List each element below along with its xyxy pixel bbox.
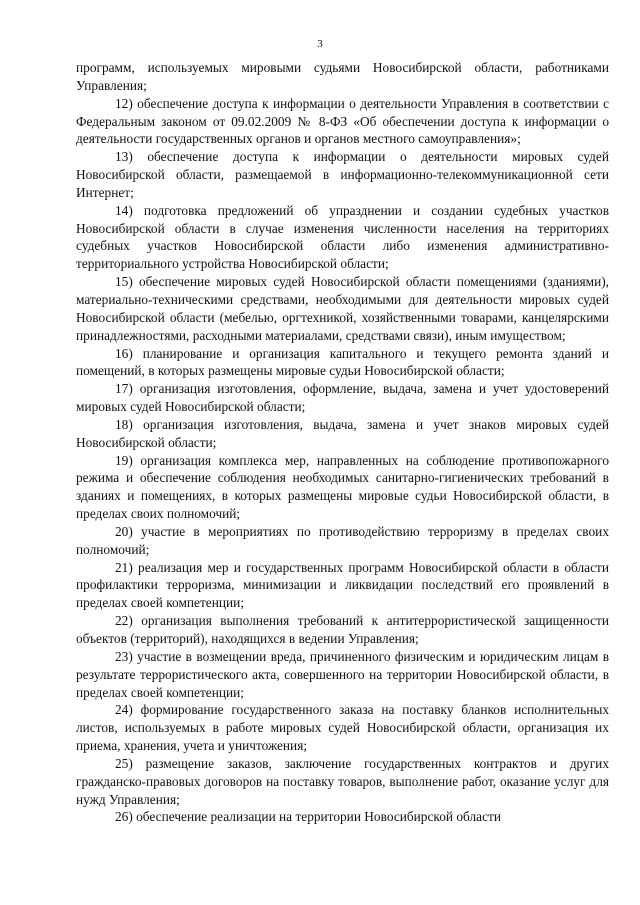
- paragraph-item-17: 17) организация изготовления, оформление, выдача, замена и учет удостоверений мировых судей Новосибирской области;: [76, 381, 609, 415]
- paragraph-item-25: 25) размещение заказов, заключение государственных контрактов и других гражданско-правовых договоров на поставку товаров, выполнение работ, оказание услуг для нужд Управления;: [76, 755, 609, 807]
- paragraph-item-13: 13) обеспечение доступа к информации о деятельности мировых судей Новосибирской области, размещаемой в информационно-телекоммуникационной сети Интернет;: [76, 149, 609, 200]
- paragraph-item-20: 20) участие в мероприятиях по противодействию терроризму в пределах своих полномочий;: [76, 523, 609, 557]
- page-number: 3: [317, 38, 323, 50]
- paragraph-item-18: 18) организация изготовления, выдача, замена и учет знаков мировых судей Новосибирской области;: [76, 416, 609, 450]
- document-body: [76, 59, 609, 826]
- paragraph-item-12: 12) обеспечение доступа к информации о деятельности Управления в соответствии с Федеральным законом от 09.02.2009 № 8-ФЗ «Об обеспечении доступа к информации о деятельности государственных органов и органов местного самоуправления»;: [76, 95, 609, 147]
- paragraph-item-16: 16) планирование и организация капитального и текущего ремонта зданий и помещений, в которых размещены мировые судьи Новосибирской области;: [76, 345, 609, 379]
- paragraph-continuation: программ, используемых мировыми судьями Новосибирской области, работниками Управления;: [76, 60, 609, 93]
- paragraph-item-19: 19) организация комплекса мер, направленных на соблюдение противопожарного режима и обеспечение соблюдения необходимых санитарно-гигиенических требований в зданиях и помещениях, в которых размещены мировые судьи Новосибирской области, в пределах своих полномочий;: [76, 452, 609, 522]
- paragraph-item-24: 24) формирование государственного заказа на поставку бланков исполнительных листов, используемых в работе мировых судей Новосибирской области, организация их приема, хранения, учета и уничтожения;: [76, 702, 609, 754]
- paragraph-item-14: 14) подготовка предложений об упразднении и создании судебных участков Новосибирской области в случае изменения численности населения на территориях судебных участков Новосибирской области либо изменения административно-территориального устройства Новосибирской области;: [76, 202, 609, 272]
- paragraph-item-26: 26) обеспечение реализации на территории Новосибирской области: [115, 809, 501, 825]
- paragraph-item-15: 15) обеспечение мировых судей Новосибирской области помещениями (зданиями), материально-техническими средствами, необходимыми для деятельности мировых судей Новосибирской области (мебелью, оргтехникой, хозяйственными товарами, канцелярскими принадлежностями, расходными материалами, средствами связи), иным имуществом;: [76, 274, 609, 343]
- paragraph-item-22: 22) организация выполнения требований к антитеррористической защищенности объектов (территорий), находящихся в ведении Управления;: [76, 613, 609, 646]
- paragraph-item-23: 23) участие в возмещении вреда, причиненного физическим и юридическим лицам в результате террористического акта, совершенного на территории Новосибирской области, в пределах своей компетенции;: [76, 648, 609, 700]
- paragraph-item-21: 21) реализация мер и государственных программ Новосибирской области в области профилактики терроризма, минимизации и ликвидации последствий его проявлений в пределах своей компетенции;: [76, 559, 609, 611]
